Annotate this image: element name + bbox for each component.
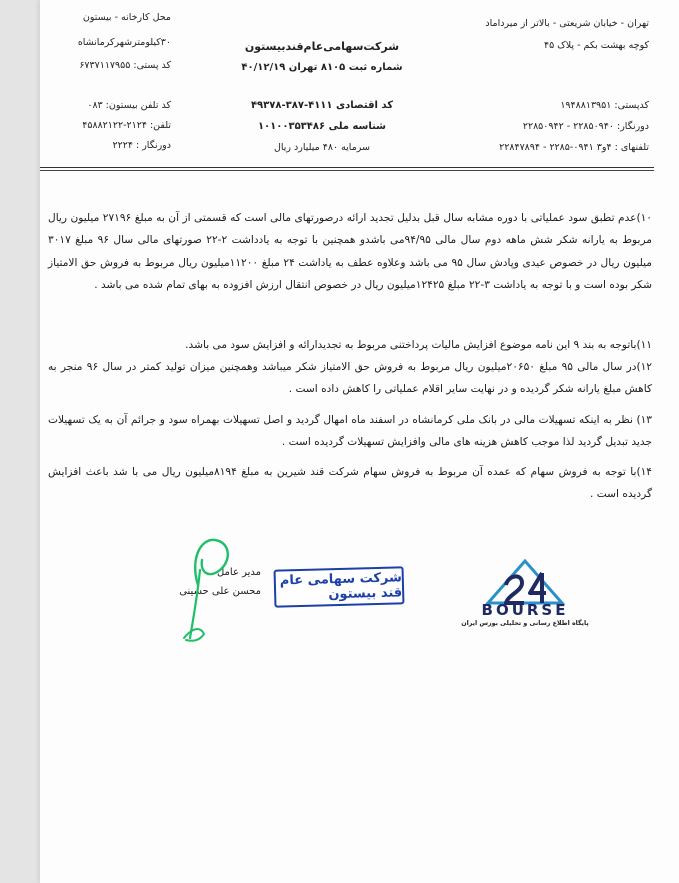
header-phone-code: کد تلفن بیستون: ۰۸۳ <box>87 100 171 111</box>
bourse-logo-subtitle: پایگاه اطلاع رسانی و تحلیلی بورس ایران <box>461 620 589 627</box>
header-economic-code: کد اقتصادی ۴۱۱۱-۳۸۷-۴۹۳۷۸ <box>250 100 394 111</box>
stamp-text: شرکت سهامی عام قند بیستون <box>279 570 403 603</box>
header-capital: سرمایه ۴۸۰ میلیارد ریال <box>273 142 370 153</box>
header-factory: محل کارخانه - بیستون <box>82 12 171 23</box>
header-factory-postal: کد پستی: ۶۷۳۷۱۱۷۹۵۵ <box>79 60 171 71</box>
header-factory-phones: تلفن: ۲۱۲۴-۴۵۸۸۲۱۲۲ <box>82 120 171 131</box>
header-factory-location: ۳۰کیلومترشهرکرمانشاه <box>77 37 171 48</box>
paragraph-10: ۱۰)عدم تطبق سود عملیاتی با دوره مشابه سال قبل بدلیل تجدید ارائه درصورتهای مالی است که قسمتی از آن به مبلغ ۲۷۱۹۶ میلیون ریال مربوط به یارانه شکر شش ماهه دوم سال مالی ۹۴/۹۵می باشدو همچنین با توجه به یادداشت ۲-۲۲ صورتهای مالی سال ۹۶ مبلغ ۳۰۱۷ میلیون ریال در خصوص عیدی وپادش سال ۹۵ می باشد وعلاوه عطف به یاداشت ۲۴ مبلغ ۱۱۲۰۰میلیون ریال مربوط به فروش حق الامتیاز شکر بوده است و با توجه به یاداشت ۳-۲۲ مبلغ ۱۲۴۲۵میلیون ریال در خصوص انتقال ارزش افزوده به بهای تمام شده می باشد . <box>48 212 652 291</box>
signature-name: محسن علی حسینی <box>179 586 261 597</box>
header-divider-thin <box>40 170 654 171</box>
paragraph-14: ۱۴)با توجه به فروش سهام که عمده آن مربوط به فروش سهام شرکت قند شیرین به مبلغ ۸۱۹۴میلیون ریال می با شد باعث افزایش گردیده است . <box>48 466 652 501</box>
paragraph-11: ۱۱)باتوجه به بند ۹ این نامه موضوع افزایش مالیات پرداختنی مربوط به تجدیدارائه و افزایش سود می باشد. <box>185 339 652 351</box>
header-factory-fax: دورنگار : ۲۲۲۴ <box>112 140 171 151</box>
paragraph-12: ۱۲)در سال مالی ۹۵ مبلغ ۲۰۶۵۰میلیون ریال مربوط به فروش حق الامتیاز شکر میباشد وهمچنین میزان تولید کمتر در سال ۹۶ منجر به کاهش مبلغ یارانه شکر گردیده و در نهایت سایر اقلام عملیاتی را کاهش داده است . <box>48 361 652 396</box>
header-registration: شماره ثبت ۸۱۰۵ تهران ۴۰/۱۲/۱۹ <box>241 62 403 73</box>
signature-mark <box>170 530 240 650</box>
paragraph-13: ۱۳) نظر به اینکه تسهیلات مالی در بانک ملی کرمانشاه در اسفند ماه امهال گردید و اصل تسهیلات بهمراه سود و جرائم آن به یک تسهیلات جدید تبدیل گردید لذا موجب کاهش هزینه های مالی وافزایش تسهیلات گردیده است . <box>48 414 652 449</box>
header-right-address-1: تهران - خیابان شریعتی - بالاتر از میرداماد <box>485 18 649 29</box>
header-right-postal: کدپستی: ۱۹۴۸۸۱۳۹۵۱ <box>560 100 649 111</box>
company-stamp <box>274 566 405 607</box>
header-company-name: شرکت‌سهامی‌عام‌قندبیستون <box>244 40 400 53</box>
header-divider <box>40 167 654 168</box>
header-right-fax: دورنگار: ۲۲۸۵۰۹۴۰ - ۲۲۸۵۰۹۴۲ <box>522 121 649 132</box>
header-national-id: شناسه ملی ۱۰۱۰۰۳۵۳۴۸۶ <box>257 121 387 132</box>
signature-title: مدیر عامل <box>216 567 261 578</box>
header-right-address-2: کوچه بهشت بکم - پلاک ۴۵ <box>544 40 649 51</box>
bourse-logo-text: BOURSE <box>481 601 569 619</box>
header-right-phones: تلفنهای : ۴و۳ ۰۹۴۱-۲۲۸۵ - ۲۲۸۴۷۸۹۴ <box>499 142 649 153</box>
